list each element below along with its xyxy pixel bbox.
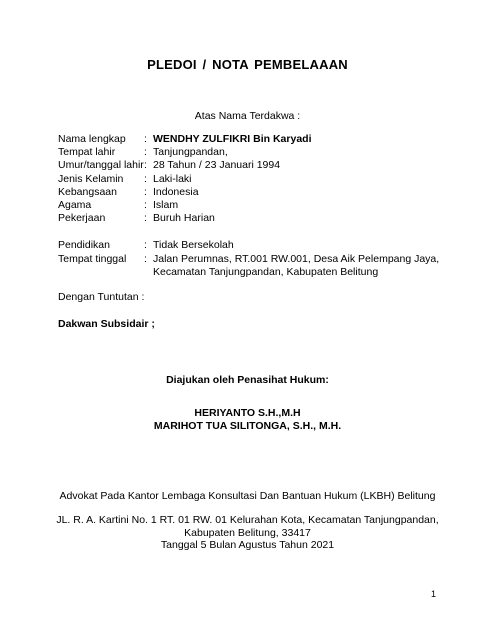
on-behalf-heading: Atas Nama Terdakwa : [194, 110, 301, 122]
field-row-birthplace [58, 146, 439, 159]
document-date: Tanggal 5 Bulan Agustus Tahun 2021 [160, 539, 335, 551]
counsel-name: MARIHOT TUA SILITONGA, S.H., M.H. [153, 419, 342, 432]
field-value-full-name: WENDHY ZULFIKRI Bin Karyadi [153, 133, 312, 145]
field-row-gender [58, 173, 439, 186]
defendant-identity [58, 133, 439, 279]
field-separator: : [144, 172, 147, 185]
field-separator: : [144, 239, 147, 252]
field-value: Islam [153, 199, 179, 212]
field-label: Tempat lahir [58, 146, 116, 159]
field-separator: : [144, 159, 147, 172]
field-row-age-birthdate [58, 159, 439, 172]
field-separator: : [144, 199, 147, 212]
field-row-nationality [58, 186, 439, 199]
field-row-religion [58, 199, 439, 212]
field-label: Jenis Kelamin [58, 172, 124, 185]
field-label: Tempat tinggal [58, 252, 127, 265]
field-separator: : [144, 185, 147, 198]
field-separator: : [144, 252, 147, 265]
field-row-residence [58, 253, 439, 266]
address-line: JL. R. A. Kartini No. 1 RT. 01 RW. 01 Kelurahan Kota, Kecamatan Tanjungpandan, [56, 514, 439, 526]
field-label: Pendidikan [58, 239, 110, 252]
field-separator: : [144, 212, 147, 225]
counsel-name: HERIYANTO S.H.,M.H [194, 407, 301, 419]
section-spacer [58, 225, 439, 239]
field-row-occupation [58, 212, 439, 225]
demand-label: Dengan Tuntutan : [58, 291, 145, 303]
field-label: Pekerjaan [58, 212, 106, 225]
office-address [0, 514, 495, 552]
field-value: Laki-laki [153, 172, 192, 185]
field-value: Buruh Harian [153, 212, 215, 225]
document-title: PLEDOI / NOTA PEMBELAAAN [147, 57, 348, 72]
field-separator: : [144, 133, 147, 145]
address-line: Kabupaten Belitung, 33417 [184, 526, 311, 539]
law-office: Advokat Pada Kantor Lembaga Konsultasi Dan Bantuan Hukum (LKBH) Belitung [59, 490, 436, 502]
field-value: 28 Tahun / 23 Januari 1994 [153, 159, 281, 172]
field-label: Nama lengkap [58, 133, 126, 145]
field-row-full-name [58, 133, 439, 146]
counsel-heading: Diajukan oleh Penasihat Hukum: [166, 374, 329, 386]
charge-heading: Dakwan Subsidair ; [58, 318, 155, 330]
residence-continuation: Kecamatan Tanjungpandan, Kabupaten Belitung [153, 265, 379, 278]
field-row-education [58, 239, 439, 252]
field-value: Indonesia [153, 185, 199, 198]
field-value: Jalan Perumnas, RT.001 RW.001, Desa Aik Pelempang Jaya, [153, 252, 440, 265]
field-label: Umur/tanggal lahir [58, 159, 144, 172]
counsel-list [0, 407, 495, 432]
field-label: Kebangsaan [58, 185, 117, 198]
field-separator: : [144, 146, 147, 159]
field-value: Tanjungpandan, [153, 146, 228, 159]
page-number: 1 [431, 589, 437, 599]
field-value: Tidak Bersekolah [153, 239, 234, 252]
field-label: Agama [58, 199, 92, 212]
